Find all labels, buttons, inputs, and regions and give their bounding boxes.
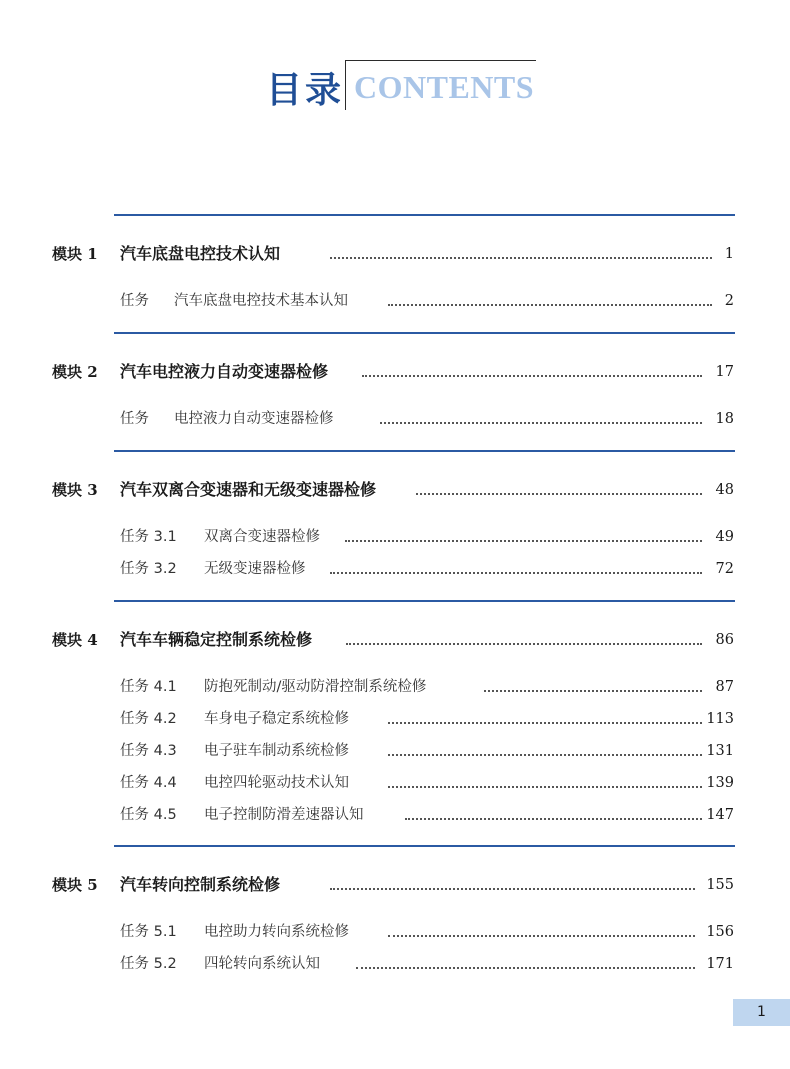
toc-module-2[interactable] [0,360,790,384]
page-number: 155 [706,877,734,893]
page-number: 156 [706,924,734,940]
task-title: 电子控制防滑差速器认知 [204,807,364,823]
task-label: 任务 5.2 [120,956,177,972]
dot-leader [330,888,695,890]
dot-leader [362,375,702,377]
task-label: 任务 [120,293,149,309]
dot-leader [388,935,695,937]
dot-leader [484,690,702,692]
toc-task-4-3[interactable] [0,739,790,763]
toc-task-4-4[interactable] [0,771,790,795]
page-number: 2 [724,293,734,309]
task-title: 电控助力转向系统检修 [204,924,349,940]
task-label: 任务 4.5 [120,807,177,823]
page-number: 139 [706,775,734,791]
module-label: 模块 4 [52,631,98,649]
page-number: 17 [715,364,734,380]
toc-task-2[interactable] [0,407,790,431]
toc-task-5-2[interactable] [0,952,790,976]
task-title: 防抱死制动/驱动防滑控制系统检修 [204,679,427,695]
section-divider [114,600,735,602]
toc-module-4[interactable] [0,628,790,652]
task-title: 电控液力自动变速器检修 [174,411,334,427]
page-number: 49 [715,529,734,545]
task-label: 任务 5.1 [120,924,177,940]
page-number: 87 [715,679,734,695]
section-divider [114,332,735,334]
dot-leader [405,818,702,820]
task-label: 任务 3.1 [120,529,177,545]
module-label: 模块 3 [52,481,98,499]
task-title: 四轮转向系统认知 [204,956,320,972]
module-title: 汽车双离合变速器和无级变速器检修 [120,480,377,499]
dot-leader [388,722,702,724]
dot-leader [356,967,695,969]
dot-leader [388,304,712,306]
dot-leader [388,754,702,756]
dot-leader [330,572,702,574]
module-label: 模块 2 [52,363,98,381]
module-title: 汽车车辆稳定控制系统检修 [120,630,313,649]
page-title-english: CONTENTS [354,69,535,105]
toc-task-4-5[interactable] [0,803,790,827]
toc-task-3-2[interactable] [0,557,790,581]
module-title: 汽车底盘电控技术认知 [120,244,281,263]
task-title: 无级变速器检修 [204,561,306,577]
dot-leader [345,540,702,542]
section-divider [114,845,735,847]
task-title: 电控四轮驱动技术认知 [204,775,349,791]
module-label: 模块 5 [52,876,98,894]
title-horizontal-rule [345,60,536,61]
section-divider [114,214,735,216]
task-label: 任务 3.2 [120,561,177,577]
page-number: 113 [706,711,734,727]
page-number: 147 [706,807,734,823]
page-number: 171 [706,956,734,972]
dot-leader [346,643,702,645]
task-label: 任务 4.2 [120,711,177,727]
toc-module-5[interactable] [0,873,790,897]
task-label: 任务 4.4 [120,775,177,791]
page-number-tab: 1 [733,999,790,1026]
task-label: 任务 [120,411,149,427]
page-number: 86 [715,632,734,648]
task-title: 汽车底盘电控技术基本认知 [174,293,348,309]
dot-leader [330,257,712,259]
dot-leader [380,422,702,424]
toc-task-3-1[interactable] [0,525,790,549]
task-title: 车身电子稳定系统检修 [204,711,349,727]
task-title: 电子驻车制动系统检修 [204,743,349,759]
toc-module-1[interactable] [0,242,790,266]
toc-task-1[interactable] [0,289,790,313]
page-number: 131 [706,743,734,759]
dot-leader [416,493,702,495]
module-label: 模块 1 [52,245,98,263]
toc-task-4-2[interactable] [0,707,790,731]
toc-task-4-1[interactable] [0,675,790,699]
section-divider [114,450,735,452]
toc-module-3[interactable] [0,478,790,502]
task-label: 任务 4.3 [120,743,177,759]
page-title: 目录 [266,70,345,111]
page-number: 1 [724,246,734,262]
page-number: 72 [715,561,734,577]
task-title: 双离合变速器检修 [204,529,320,545]
toc-task-5-1[interactable] [0,920,790,944]
dot-leader [388,786,702,788]
page-number: 18 [715,411,734,427]
title-vertical-rule [345,60,346,110]
task-label: 任务 4.1 [120,679,177,695]
page-number: 48 [715,482,734,498]
module-title: 汽车电控液力自动变速器检修 [120,362,329,381]
module-title: 汽车转向控制系统检修 [120,875,281,894]
